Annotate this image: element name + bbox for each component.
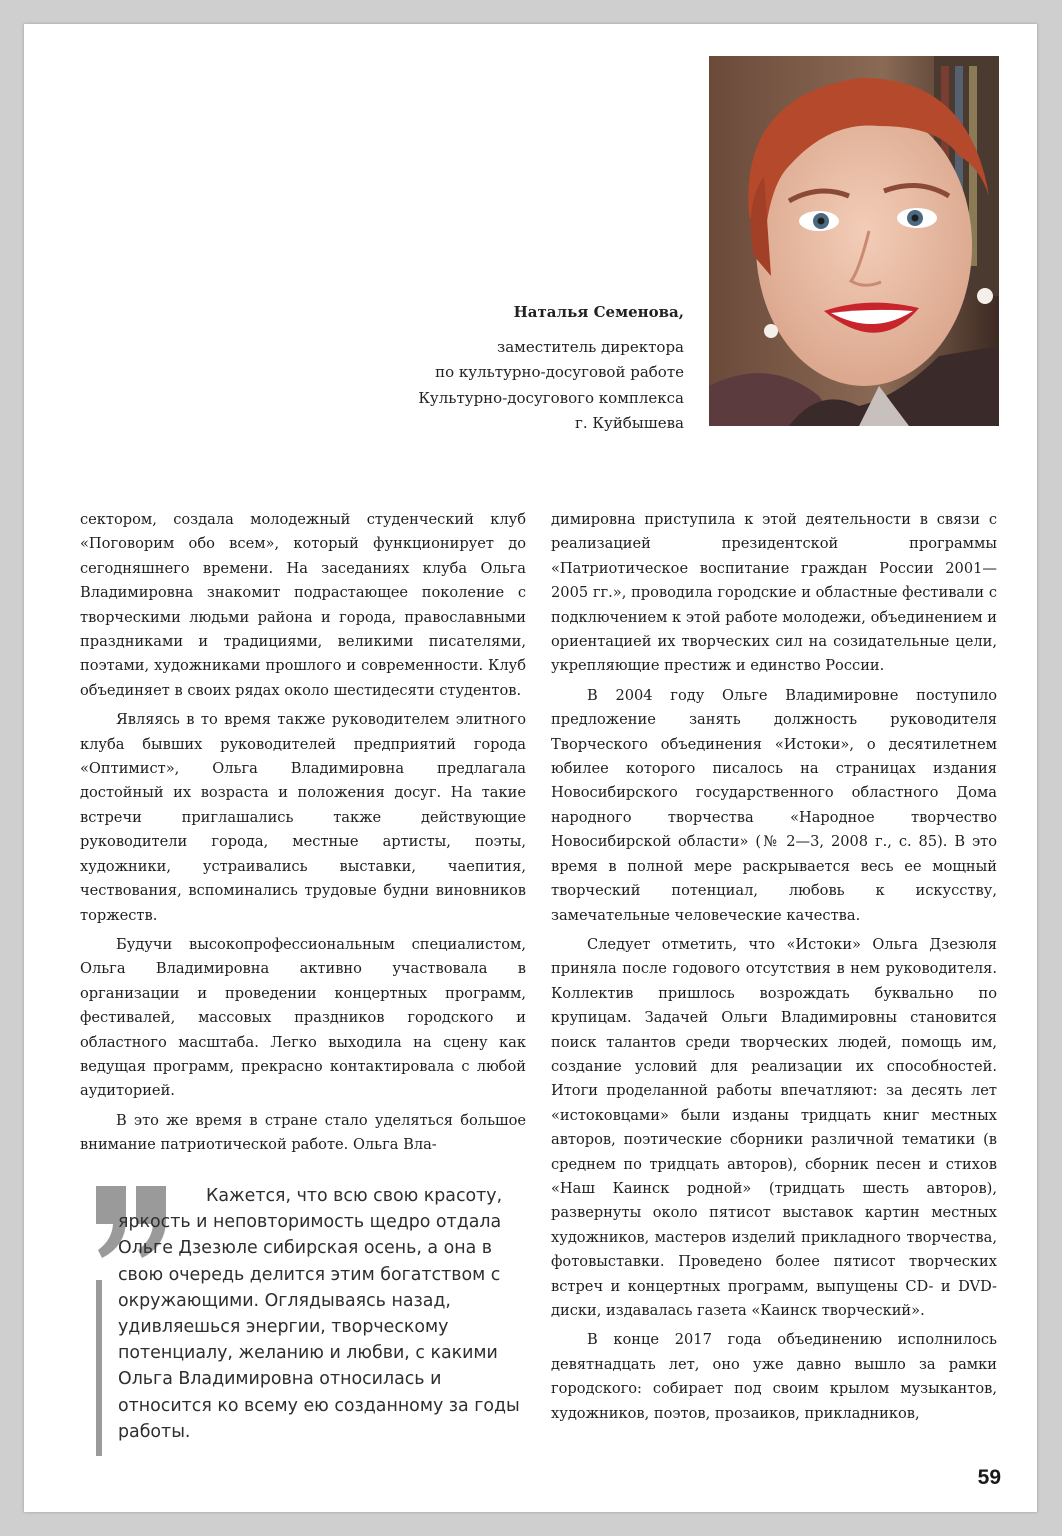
paragraph: В 2004 году Ольге Владимировне поступило предложение занять должность руководителя Творческого объединения «Истоки», о десятилетнем юбилее которого писалось на страницах издания Новосибирского государственного областного Дома народного творчества «Народное творчество Новосибирской области» (№ 2—3, 2008 г., с. 85). В это время в полной мере раскрывается весь ее мощный творческий потенциал, любовь к искусству, замечательные человеческие качества. (551, 686, 997, 924)
author-position-line: заместитель директора (497, 337, 684, 356)
quote-bar (96, 1280, 102, 1456)
paragraph: димировна приступила к этой деятельности в связи с реализацией президентской программы «Патриотическое воспитание граждан России 2001—2005 гг.», проводила городские и областные фестивали с подключением к этой работе молодежи, объединением и ориентацией их творческих сил на созидательные цели, укрепляющие престиж и единство России. (551, 511, 997, 675)
paragraph: В это же время в стране стало уделяться большое внимание патриотической работе. Ольга Вла- (80, 1111, 526, 1154)
pull-quote (92, 1176, 532, 1476)
page-number: 59 (977, 1466, 1001, 1489)
author-position-line: по культурно-досуговой работе (435, 363, 684, 381)
author-position-line: Культурно-досугового комплекса (418, 388, 684, 407)
portrait-image (709, 56, 999, 426)
author-name: Наталья Семенова, (513, 303, 684, 321)
article-left-column (80, 508, 526, 1163)
quote-text: Кажется, что всю свою красоту, яркость и неповторимость щедро отдала Ольге Дзезюле сибирская осень, а она в свою очередь делится этим богатством с окружающими. Оглядываясь назад, удивляешься энергии, творческому потенциалу, желанию и любви, с какими Ольга Владимировна относилась и относится ко всему ею созданному за годы работы. (118, 1186, 520, 1442)
paragraph: сектором, создала молодежный студенческий клуб «Поговорим обо всем», который функционирует до сегодняшнего времени. На заседаниях клуба Ольга Владимировна знакомит подрастающее поколение с творческими людьми района и города, православными праздниками и традициями, великими писателями, поэтами, художниками прошлого и современности. Клуб объединяет в своих рядах около шестидесяти студентов. (80, 511, 526, 699)
paragraph: Будучи высокопрофессиональным специалистом, Ольга Владимировна активно участвовала в организации и проведении концертных программ, фестивалей, массовых праздников городского и областного масштаба. Легко выходила на сцену как ведущая программ, прекрасно контактировала с любой аудиторией. (80, 935, 526, 1100)
author-caption (344, 300, 684, 437)
magazine-page (24, 24, 1037, 1512)
paragraph: Следует отметить, что «Истоки» Ольга Дзезюля приняла после годового отсутствия в нем руководителя. Коллектив пришлось возрождать буквально по крупицам. Задачей Ольги Владимировны становится поиск талантов среди творческих людей, помощь им, создание условий для реализации их способностей. Итоги проделанной работы впечатляют: за десять лет «истоковцами» были изданы тридцать книг местных авторов, поэтические сборники различной тематики (в среднем по тридцать авторов), сборник песен и стихов «Наш Каинск родной» (тридцать шесть авторов), развернуты около пятисот выставок картин местных художников, мастеров изделий прикладного творчества, фотовыставки. Проведено более пятисот творческих встреч и концертных программ, выпущены CD- и DVD-диски, издавалась газета «Каинск творческий». (551, 935, 997, 1319)
paragraph: В конце 2017 года объединению исполнилось девятнадцать лет, оно уже давно вышло за рамки городского: собирает под своим крылом музыкантов, художников, поэтов, прозаиков, прикладников, (551, 1331, 997, 1422)
article-right-column (551, 508, 997, 1431)
portrait-photo (709, 56, 999, 426)
author-position-line: г. Куйбышева (574, 414, 684, 432)
paragraph: Являясь в то время также руководителем элитного клуба бывших руководителей предприятий города «Оптимист», Ольга Владимировна предлагала достойный их возраста и положения досуг. На такие встречи приглашались также действующие руководители города, местные артисты, поэты, художники, устраивались выставки, чаепития, чествования, вспоминались трудовые будни виновников торжеств. (80, 711, 526, 924)
